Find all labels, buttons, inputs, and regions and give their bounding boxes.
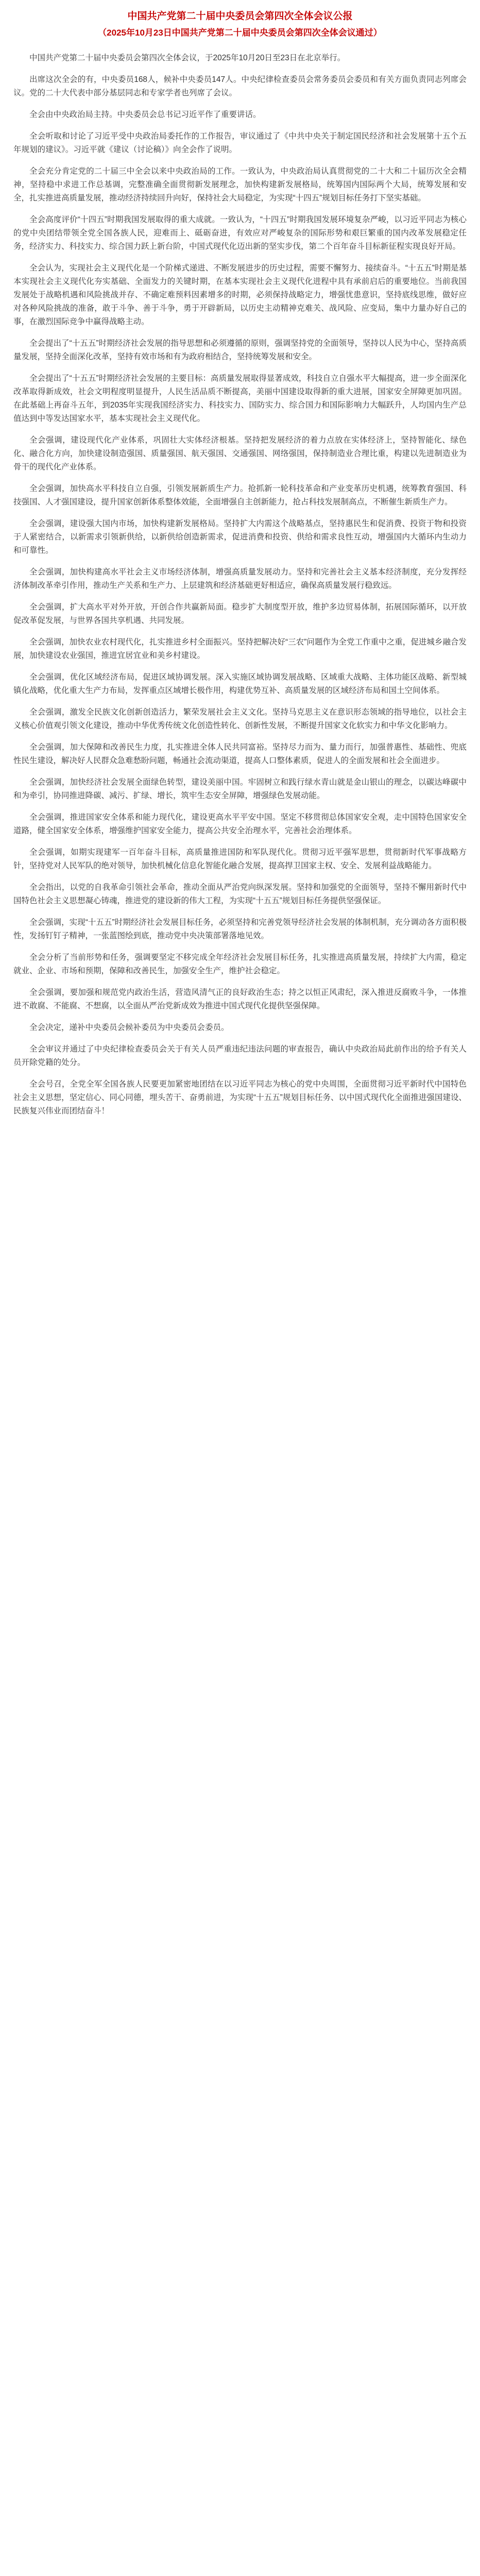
paragraph: 全会充分肯定党的二十届三中全会以来中央政治局的工作。一致认为，中央政治局认真贯彻党的二十大和二十届历次全会精神，坚持稳中求进工作总基调，完整准确全面贯彻新发展理念，加快构建新发展格局，统筹国内国际两个大局，统筹发展和安全，扎实推进高质量发展，推动经济持续回升向好，保持社会大局稳定，为实现“十四五”规划目标任务打下坚实基础。 — [13, 167, 467, 202]
paragraph: 全会强调，建设强大国内市场，加快构建新发展格局。坚持扩大内需这个战略基点，坚持惠民生和促消费、投资于物和投资于人紧密结合，以新需求引领新供给，以新供给创造新需求，促进消费和投资、供给和需求良性互动，增强国内大循环内生动力和可靠性。 — [13, 519, 467, 555]
paragraph: 全会强调，扩大高水平对外开放，开创合作共赢新局面。稳步扩大制度型开放，维护多边贸易体制，拓展国际循环，以开放促改革促发展，与世界各国共享机遇、共同发展。 — [13, 603, 467, 625]
paragraph: 全会号召，全党全军全国各族人民要更加紧密地团结在以习近平同志为核心的党中央周围，全面贯彻习近平新时代中国特色社会主义思想，坚定信心、同心同德，埋头苦干、奋勇前进，为实现“十五五”规划目标任务、以中国式现代化全面推进强国建设、民族复兴伟业而团结奋斗！ — [13, 1080, 467, 1115]
paragraph: 全会强调，要加强和规范党内政治生活，营造风清气正的良好政治生态；持之以恒正风肃纪，深入推进反腐败斗争，一体推进不敢腐、不能腐、不想腐，以全面从严治党新成效为推进中国式现代化提供坚强保障。 — [13, 988, 467, 1010]
article-subtitle: （2025年10月23日中国共产党第二十届中央委员会第四次全体会议通过） — [98, 28, 382, 38]
paragraph: 全会强调，建设现代化产业体系，巩固壮大实体经济根基。坚持把发展经济的着力点放在实体经济上，坚持智能化、绿色化、融合化方向，加快建设制造强国、质量强国、航天强国、交通强国、网络强国，保持制造业合理比重，构建以先进制造业为骨干的现代化产业体系。 — [13, 436, 467, 471]
paragraph: 全会分析了当前形势和任务，强调要坚定不移完成全年经济社会发展目标任务，扎实推进高质量发展，持续扩大内需，稳定就业、企业、市场和预期，保障和改善民生，加强安全生产，维护社会稳定。 — [13, 953, 467, 975]
paragraph: 全会提出了“十五五”时期经济社会发展的主要目标：高质量发展取得显著成效，科技自立自强水平大幅提高，进一步全面深化改革取得新成效，社会文明程度明显提升，人民生活品质不断提高，美丽中国建设取得新的重大进展，国家安全屏障更加巩固。在此基础上再奋斗五年，到2035年实现我国经济实力、科技实力、国防实力、综合国力和国际影响力大幅跃升，人均国内生产总值达到中等发达国家水平，基本实现社会主义现代化。 — [13, 374, 467, 423]
paragraph: 全会强调，如期实现建军一百年奋斗目标，高质量推进国防和军队现代化。贯彻习近平强军思想，贯彻新时代军事战略方针，坚持党对人民军队的绝对领导，加快机械化信息化智能化融合发展，提高捍卫国家主权、安全、发展利益战略能力。 — [13, 848, 467, 870]
paragraph: 出席这次全会的有，中央委员168人，候补中央委员147人。中央纪律检查委员会常务委员会委员和有关方面负责同志列席会议。党的二十大代表中部分基层同志和专家学者也列席了会议。 — [13, 75, 467, 97]
paragraph: 全会强调，加快农业农村现代化，扎实推进乡村全面振兴。坚持把解决好“三农”问题作为全党工作重中之重，促进城乡融合发展，加快建设农业强国，推进宜居宜业和美乡村建设。 — [13, 638, 467, 660]
paragraph: 全会强调，加大保障和改善民生力度，扎实推进全体人民共同富裕。坚持尽力而为、量力而行，加强普惠性、基础性、兜底性民生建设，解决好人民群众急难愁盼问题，畅通社会流动渠道，提高人口整体素质，促进人的全面发展和社会全面进步。 — [13, 743, 467, 765]
paragraph: 全会强调，加快经济社会发展全面绿色转型，建设美丽中国。牢固树立和践行绿水青山就是金山银山的理念，以碳达峰碳中和为牵引，协同推进降碳、减污、扩绿、增长，筑牢生态安全屏障，增强绿色发展动能。 — [13, 778, 467, 800]
paragraph: 全会提出了“十五五”时期经济社会发展的指导思想和必须遵循的原则，强调坚持党的全面领导，坚持以人民为中心，坚持高质量发展，坚持全面深化改革，坚持有效市场和有为政府相结合，坚持统筹发展和安全。 — [13, 339, 467, 361]
paragraph: 全会强调，优化区域经济布局，促进区域协调发展。深入实施区域协调发展战略、区域重大战略、主体功能区战略、新型城镇化战略，优化重大生产力布局，发挥重点区域增长极作用，构建优势互补、高质量发展的区域经济布局和国土空间体系。 — [13, 673, 467, 695]
paragraph: 全会强调，激发全民族文化创新创造活力，繁荣发展社会主义文化。坚持马克思主义在意识形态领域的指导地位，以社会主义核心价值观引领文化建设，推动中华优秀传统文化创造性转化、创新性发展，不断提升国家文化软实力和中华文化影响力。 — [13, 708, 467, 730]
paragraph: 中国共产党第二十届中央委员会第四次全体会议，于2025年10月20日至23日在北京举行。 — [29, 54, 346, 62]
paragraph: 全会认为，实现社会主义现代化是一个阶梯式递进、不断发展进步的历史过程，需要不懈努力、接续奋斗。“十五五”时期是基本实现社会主义现代化夯实基础、全面发力的关键时期，在基本实现社会主义现代化进程中具有承前启后的重要地位。当前我国发展处于战略机遇和风险挑战并存、不确定难预料因素增多的时期，必须保持战略定力，增强忧患意识，坚持底线思维，做好应对各种风险挑战的准备，敢于斗争、善于斗争，勇于开辟新局，以历史主动精神克难关、战风险、应变局，集中力量办好自己的事，在激烈国际竞争中赢得战略主动。 — [13, 264, 467, 326]
paragraph: 全会由中央政治局主持。中央委员会总书记习近平作了重要讲话。 — [29, 110, 261, 119]
paragraph: 全会指出，以党的自我革命引领社会革命，推动全面从严治党向纵深发展。坚持和加强党的全面领导，坚持不懈用新时代中国特色社会主义思想凝心铸魂，推进党的建设新的伟大工程，为实现“十五五”规划目标任务提供坚强保证。 — [13, 883, 467, 905]
paragraph: 全会强调，实现“十五五”时期经济社会发展目标任务，必须坚持和完善党领导经济社会发展的体制机制，充分调动各方面积极性，发扬钉钉子精神，一张蓝图绘到底，推动党中央决策部署落地见效。 — [13, 918, 467, 940]
paragraph: 全会听取和讨论了习近平受中央政治局委托作的工作报告，审议通过了《中共中央关于制定国民经济和社会发展第十五个五年规划的建议》。习近平就《建议（讨论稿）》向全会作了说明。 — [13, 132, 467, 154]
article-body — [13, 52, 467, 1118]
paragraph: 全会强调，加快构建高水平社会主义市场经济体制，增强高质量发展动力。坚持和完善社会主义基本经济制度，充分发挥经济体制改革牵引作用，推动生产关系和生产力、上层建筑和经济基础更好相适应，确保高质量发展行稳致远。 — [13, 568, 467, 590]
article-title: 中国共产党第二十届中央委员会第四次全体会议公报 — [127, 11, 353, 22]
paragraph: 全会强调，加快高水平科技自立自强，引领发展新质生产力。抢抓新一轮科技革命和产业变革历史机遇，统筹教育强国、科技强国、人才强国建设，提升国家创新体系整体效能，全面增强自主创新能力，抢占科技发展制高点，不断催生新质生产力。 — [13, 484, 467, 506]
paragraph: 全会审议并通过了中央纪律检查委员会关于有关人员严重违纪违法问题的审查报告，确认中央政治局此前作出的给予有关人员开除党籍的处分。 — [13, 1045, 467, 1067]
paragraph: 全会高度评价“十四五”时期我国发展取得的重大成就。一致认为，“十四五”时期我国发展环境复杂严峻，以习近平同志为核心的党中央团结带领全党全国各族人民，迎难而上、砥砺奋进，有效应对严峻复杂的国际形势和艰巨繁重的国内改革发展稳定任务，经济实力、科技实力、综合国力跃上新台阶，中国式现代化迈出新的坚实步伐，第二个百年奋斗目标新征程实现良好开局。 — [13, 215, 467, 251]
paragraph: 全会决定，递补中央委员会候补委员为中央委员会委员。 — [29, 1023, 229, 1032]
paragraph: 全会强调，推进国家安全体系和能力现代化，建设更高水平平安中国。坚定不移贯彻总体国家安全观，走中国特色国家安全道路，健全国家安全体系，增强维护国家安全能力，提高公共安全治理水平，完善社会治理体系。 — [13, 813, 467, 835]
